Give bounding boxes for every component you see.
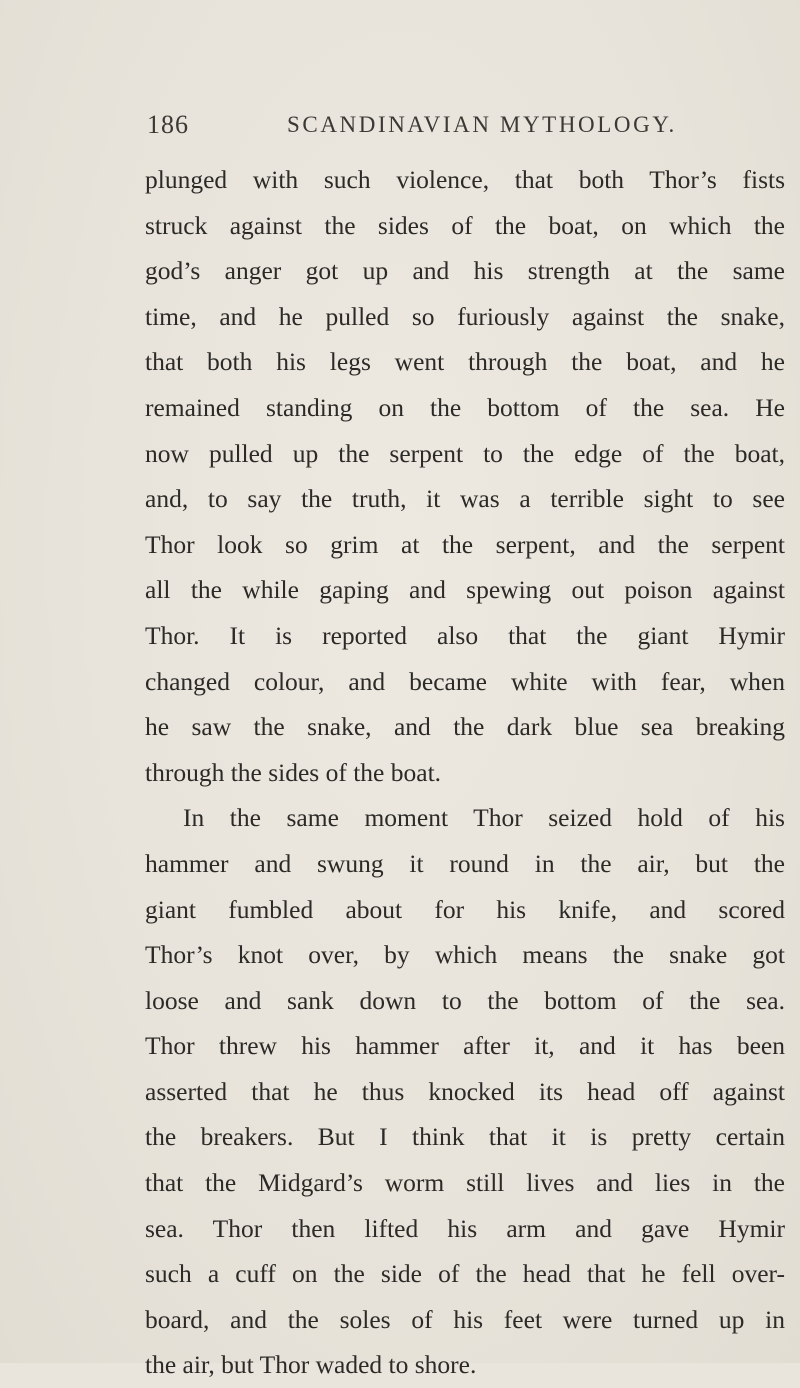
text-line: loose and sank down to the bottom of the sea. <box>145 985 785 1015</box>
body-text <box>145 157 785 1388</box>
text-line: he saw the snake, and the dark blue sea breaking <box>145 712 785 742</box>
text-line: Thor’s knot over, by which means the snake got <box>145 940 785 970</box>
text-line: asserted that he thus knocked its head off against <box>145 1076 785 1106</box>
text-line-paragraph-start: In the same moment Thor seized hold of his <box>183 803 785 833</box>
page-number: 186 <box>147 110 189 139</box>
text-line: giant fumbled about for his knife, and scored <box>145 894 785 924</box>
running-title: SCANDINAVIAN MYTHOLOGY. <box>287 112 677 137</box>
text-line: all the while gaping and spewing out poison against <box>145 575 785 605</box>
text-line: god’s anger got up and his strength at the same <box>145 256 785 286</box>
text-line: changed colour, and became white with fear, when <box>145 666 785 696</box>
text-line: the breakers. But I think that it is pretty certain <box>145 1122 785 1152</box>
text-line: board, and the soles of his feet were turned up in <box>145 1304 785 1334</box>
text-line: the air, but Thor waded to shore. <box>145 1350 477 1380</box>
text-line: remained standing on the bottom of the sea. He <box>145 392 785 422</box>
text-line: and, to say the truth, it was a terrible sight to see <box>145 484 785 514</box>
text-line: hammer and swung it round in the air, but the <box>145 848 785 878</box>
running-head <box>147 100 787 150</box>
text-line: time, and he pulled so furiously against the snake, <box>145 301 785 331</box>
text-line: through the sides of the boat. <box>145 757 442 787</box>
text-line: such a cuff on the side of the head that he fell over- <box>145 1259 785 1289</box>
text-line: struck against the sides of the boat, on which the <box>145 210 785 240</box>
text-line: Thor. It is reported also that the giant Hymir <box>145 620 785 650</box>
text-line: Thor threw his hammer after it, and it has been <box>145 1031 785 1061</box>
text-line: that the Midgard’s worm still lives and lies in the <box>145 1168 785 1198</box>
text-line: sea. Thor then lifted his arm and gave Hymir <box>145 1213 785 1243</box>
text-line: plunged with such violence, that both Thor’s fists <box>145 165 785 194</box>
text-line: Thor look so grim at the serpent, and the serpent <box>145 529 785 559</box>
text-line: that both his legs went through the boat, and he <box>145 347 785 377</box>
text-line: now pulled up the serpent to the edge of the boat, <box>145 438 785 468</box>
